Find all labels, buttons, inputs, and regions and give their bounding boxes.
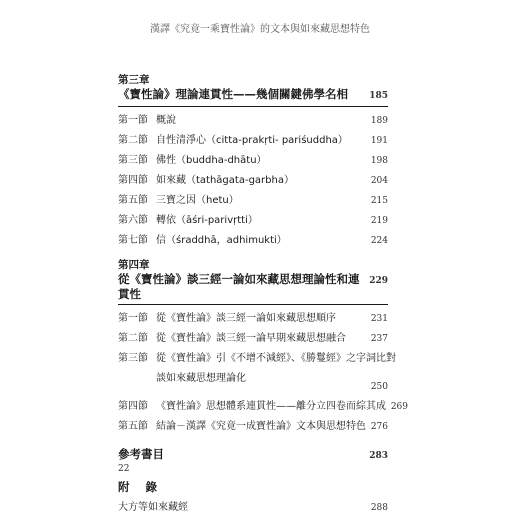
section-number: 第四節 bbox=[118, 175, 148, 186]
toc-entry bbox=[118, 231, 388, 251]
section-number: 第二節 bbox=[118, 333, 148, 344]
section-number: 第三節 bbox=[118, 155, 148, 166]
section-title: 三寶之因（hetu） bbox=[156, 195, 239, 206]
page-number: 224 bbox=[370, 236, 388, 246]
toc-entry bbox=[118, 309, 388, 329]
section-title: 結論－漢譯《究竟一成寶性論》文本與思想特色 bbox=[156, 421, 366, 432]
section-number: 第二節 bbox=[118, 135, 148, 146]
page-number: 229 bbox=[369, 276, 388, 286]
section-number bbox=[118, 369, 156, 389]
section-title: 《寶性論》思想體系連貫性——離分立四卷而綜其成 bbox=[156, 401, 386, 412]
toc-entry bbox=[118, 397, 408, 417]
toc-entry bbox=[118, 329, 388, 349]
appendix-title: 大方等如來藏經 bbox=[118, 502, 188, 513]
appendix-entry bbox=[118, 499, 388, 517]
page-number: 191 bbox=[370, 136, 388, 146]
page-number: 269 bbox=[390, 402, 408, 412]
folio-page-number: 22 bbox=[118, 464, 130, 474]
chapter-label: 第三章 bbox=[118, 74, 150, 86]
section-title: 概說 bbox=[156, 115, 176, 126]
page-number: 231 bbox=[370, 314, 388, 324]
chapter-title: 《寶性論》理論連貫性——幾個關鍵佛學名相 bbox=[118, 87, 348, 101]
toc-entry bbox=[118, 417, 388, 437]
toc-entry bbox=[118, 191, 388, 211]
section-number: 第五節 bbox=[118, 421, 148, 432]
section-number: 第一節 bbox=[118, 313, 148, 324]
page-number: 237 bbox=[370, 334, 388, 344]
section-title: 從《寶性論》談三經一論如來藏思想順序 bbox=[156, 313, 336, 324]
section-title: 談如來藏思想理論化 bbox=[156, 373, 246, 384]
toc-entry bbox=[118, 171, 388, 191]
chapter-title: 從《寶性論》談三經一論如來藏思想理論性和連貫性 bbox=[118, 272, 360, 301]
toc-entry bbox=[118, 111, 388, 131]
chapter-4-block bbox=[118, 259, 408, 437]
section-title: 如來藏（tathāgata-garbha） bbox=[156, 175, 294, 186]
section-number: 第六節 bbox=[118, 215, 148, 226]
section-title: 轉依（āśri-parivṛtti） bbox=[156, 215, 258, 226]
bibliography-title: 參考書目 bbox=[118, 447, 164, 461]
page-number: 185 bbox=[369, 91, 388, 101]
chapter-3-block bbox=[118, 74, 388, 251]
page-number: 283 bbox=[369, 451, 388, 461]
section-title: 從《寶性論》引《不增不減經》、《勝鬘經》之字詞比對 bbox=[156, 353, 396, 364]
toc-entry bbox=[118, 131, 388, 151]
toc-entry bbox=[118, 151, 388, 171]
chapter-title-row bbox=[118, 272, 388, 305]
section-number: 第一節 bbox=[118, 115, 148, 126]
section-title: 佛性（buddha-dhātu） bbox=[156, 155, 267, 166]
running-head: 漢譯《究竟一乘寶性論》的文本與如來藏思想特色 bbox=[150, 24, 370, 35]
section-title: 從《寶性論》談三經一論早期來藏思想融合 bbox=[156, 333, 346, 344]
page-number: 204 bbox=[370, 176, 388, 186]
section-number: 第四節 bbox=[118, 401, 148, 412]
page-number: 215 bbox=[370, 196, 388, 206]
section-title: 信（śraddhā，adhimukti） bbox=[156, 235, 287, 246]
appendix-label: 附 錄 bbox=[118, 480, 164, 494]
page-number: 219 bbox=[370, 216, 388, 226]
page-number: 288 bbox=[370, 503, 388, 513]
bibliography-heading-row bbox=[118, 445, 388, 465]
page-number: 198 bbox=[370, 156, 388, 166]
page-number: 250 bbox=[370, 382, 388, 392]
chapter-title-row bbox=[118, 87, 388, 107]
chapter-label: 第四章 bbox=[118, 259, 150, 271]
section-number: 第七節 bbox=[118, 235, 148, 246]
page-number: 189 bbox=[370, 116, 388, 126]
section-number: 第三節 bbox=[118, 353, 148, 364]
table-of-contents bbox=[118, 74, 408, 517]
section-number: 第五節 bbox=[118, 195, 148, 206]
toc-entry bbox=[118, 349, 396, 369]
section-title: 自性清淨心（citta-prakṛti- pariśuddha） bbox=[156, 135, 348, 146]
page-number: 276 bbox=[370, 422, 388, 432]
toc-entry-continuation bbox=[118, 369, 388, 397]
toc-entry bbox=[118, 211, 388, 231]
